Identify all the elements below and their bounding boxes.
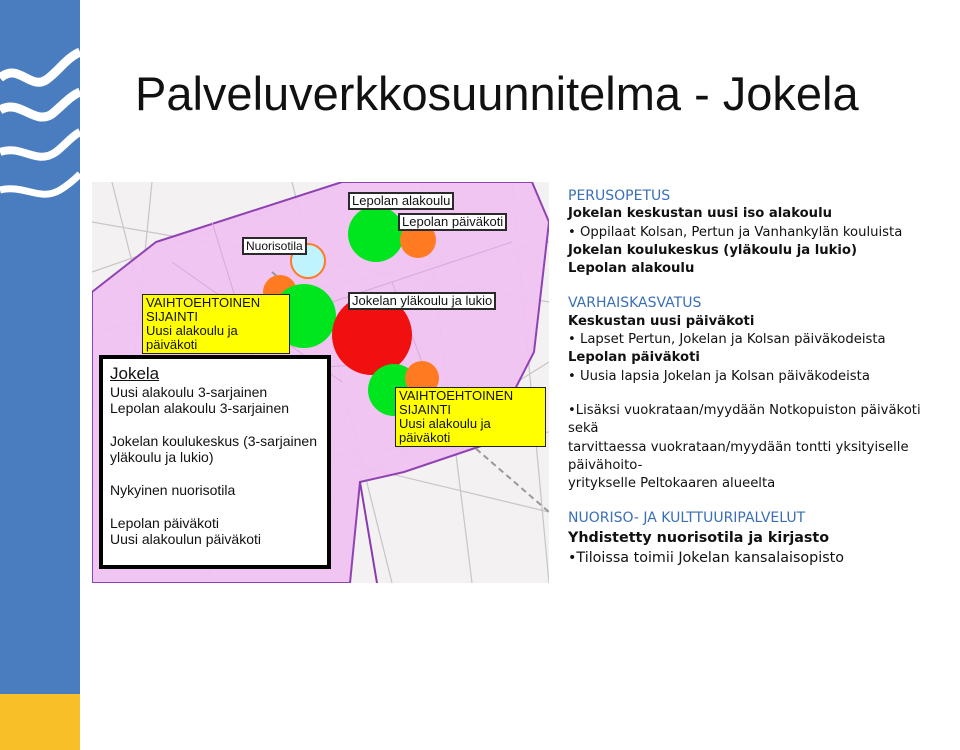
wave-logo-icon	[0, 40, 80, 240]
map-label-nuorisotila: Nuorisotila	[242, 237, 307, 255]
text-line: yritykselle Peltokaaren alueelta	[568, 476, 776, 492]
text-line: Yhdistetty nuorisotila ja kirjasto	[568, 529, 830, 546]
left-accent-bar	[0, 0, 80, 750]
text-line: Jokelan keskustan uusi iso alakoulu	[568, 206, 832, 222]
map-label-lepolan-alakoulu: Lepolan alakoulu	[348, 192, 454, 210]
legend-line: Uusi alakoulu 3-sarjainen	[110, 384, 268, 400]
legend-line: Lepolan alakoulu 3-sarjainen	[110, 400, 290, 416]
page-title: Palveluverkkosuunnitelma - Jokela	[135, 67, 859, 120]
map-label-lepolan-paivakoti: Lepolan päiväkoti	[398, 213, 507, 231]
text-line: • Uusia lapsia Jokelan ja Kolsan päiväkodeista	[568, 368, 870, 384]
alt-left-line3: Uusi alakoulu ja päiväkoti	[146, 323, 238, 352]
map-legend	[99, 355, 331, 569]
alt-right-line2: SIJAINTI	[399, 402, 452, 417]
text-line: Keskustan uusi päiväkoti	[568, 313, 755, 329]
alt-right-line3: Uusi alakoulu ja päiväkoti	[399, 416, 491, 445]
section-heading-nuoriso: NUORISO- JA KULTTUURIPALVELUT	[568, 510, 806, 527]
legend-line: Lepolan päiväkoti	[110, 515, 219, 531]
text-line: Lepolan alakoulu	[568, 261, 695, 277]
map-alt-location-right	[395, 387, 546, 447]
text-line: tarvittaessa vuokrataan/myydään tontti yksityiselle päivähoito-	[568, 439, 909, 473]
text-line: Jokelan koulukeskus (yläkoulu ja lukio)	[568, 242, 858, 258]
legend-line: yläkoulu ja lukio)	[110, 449, 214, 465]
text-line: •Tiloissa toimii Jokelan kansalaisopisto	[568, 549, 845, 566]
legend-line: Uusi alakoulun päiväkoti	[110, 531, 261, 547]
alt-right-line1: VAIHTOEHTOINEN	[399, 388, 514, 403]
legend-title: Jokela	[110, 364, 160, 383]
text-line: Lepolan päiväkoti	[568, 350, 700, 366]
alt-left-line1: VAIHTOEHTOINEN	[146, 295, 261, 310]
section-heading-varhaiskasvatus: VARHAISKASVATUS	[568, 295, 702, 312]
text-line: •Lisäksi vuokrataan/myydään Notkopuiston päiväkoti sekä	[568, 402, 921, 437]
section-heading-perusopetus: PERUSOPETUS	[568, 188, 671, 204]
alt-left-line2: SIJAINTI	[146, 309, 199, 324]
text-line: • Lapset Pertun, Jokelan ja Kolsan päiväkodeista	[568, 332, 886, 348]
description-panel	[568, 187, 953, 568]
map-label-ylakoulu-lukio: Jokelan yläkoulu ja lukio	[348, 292, 496, 310]
legend-line: Nykyinen nuorisotila	[110, 482, 236, 498]
text-line: • Oppilaat Kolsan, Pertun ja Vanhankylän kouluista	[568, 224, 903, 240]
map-alt-location-left	[142, 294, 290, 354]
sidebar-yellow-block	[0, 694, 80, 750]
legend-line: Jokelan koulukeskus (3-sarjainen	[110, 433, 317, 449]
